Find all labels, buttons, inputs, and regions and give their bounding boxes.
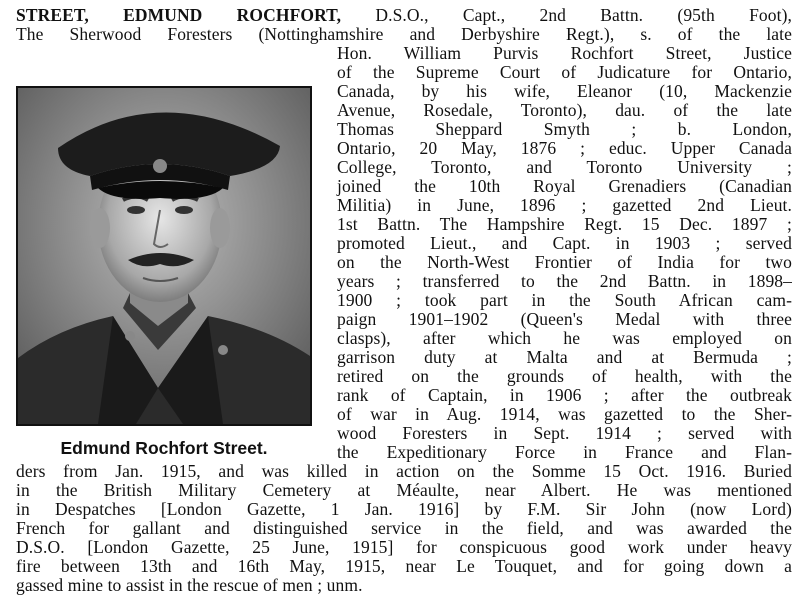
- entry-side-line: [337, 120, 792, 139]
- entry-side-line: garrison duty at Malta and at Bermuda ;: [337, 347, 792, 367]
- entry-side-line: of war in Aug. 1914, was gazetted to the Sher-: [337, 404, 792, 424]
- entry-side-line: on the North-West Frontier of India for two: [337, 252, 792, 272]
- entry-bottom-line: ders from Jan. 1915, and was killed in action on the Somme 15 Oct. 1916. Buried: [16, 461, 792, 481]
- entry-heading-rest: D.S.O., Capt., 2nd Battn. (95th Foot),: [341, 5, 792, 25]
- entry-side-line: Militia) in June, 1896 ; gazetted 2nd Lieut.: [337, 195, 792, 215]
- entry-side-line: wood Foresters in Sept. 1914 ; served with: [337, 423, 792, 443]
- entry-side-line: retired on the grounds of health, with the: [337, 366, 792, 386]
- entry-side-line: years ; transferred to the 2nd Battn. in 1898–: [337, 271, 792, 291]
- portrait-caption: Edmund Rochfort Street.: [60, 438, 268, 458]
- entry-side-line: joined the 10th Royal Grenadiers (Canadian: [337, 176, 792, 196]
- entry-bottom-line: in Despatches [London Gazette, 1 Jan. 1916] by F.M. Sir John (now Lord): [16, 499, 792, 519]
- entry-side-line: College, Toronto, and Toronto University ;: [337, 157, 792, 177]
- entry-side-line: promoted Lieut., and Capt. in 1903 ; served: [337, 233, 792, 253]
- entry-bottom-line: D.S.O. [London Gazette, 25 June, 1915] for conspicuous good work under heavy: [16, 537, 792, 557]
- entry-side-text: Thomas Sheppard Smyth ; b. London,: [337, 119, 792, 139]
- entry-side-line: paign 1901–1902 (Queen's Medal with three: [337, 309, 792, 329]
- entry-bottom-line-last: gassed mine to assist in the rescue of men ; unm.: [16, 575, 363, 595]
- entry-side-line: Ontario, 20 May, 1876 ; educ. Upper Canada: [337, 138, 792, 158]
- entry-side-line: rank of Captain, in 1906 ; after the outbreak: [337, 385, 792, 405]
- entry-bottom-line: fire between 13th and 16th May, 1915, near Le Touquet, and for going down a: [16, 556, 792, 576]
- entry-side-line: of the Supreme Court of Judicature for Ontario,: [337, 62, 792, 82]
- entry-side-line: Avenue, Rosedale, Toronto), dau. of the late: [337, 100, 792, 120]
- entry-bottom-line: French for gallant and distinguished service in the field, and was awarded the: [16, 518, 792, 538]
- entry-side-line: 1900 ; took part in the South African cam-: [337, 290, 792, 310]
- entry-heading-name: STREET, EDMUND ROCHFORT,: [16, 5, 342, 25]
- entry-bottom-line: in the British Military Cemetery at Méaulte, near Albert. He was mentioned: [16, 480, 792, 500]
- entry-side-line: clasps), after which he was employed on: [337, 328, 792, 348]
- entry-side-line: Hon. William Purvis Rochfort Street, Justice: [337, 43, 792, 63]
- entry-line-2: The Sherwood Foresters (Nottinghamshire and Derbyshire Regt.), s. of the late: [16, 24, 792, 44]
- entry-side-line: 1st Battn. The Hampshire Regt. 15 Dec. 1897 ;: [337, 214, 792, 234]
- portrait-photo: [16, 86, 312, 426]
- portrait-image: [18, 88, 310, 424]
- entry-side-line: Canada, by his wife, Eleanor (10, Mackenzie: [337, 81, 792, 101]
- entry-line-1: [16, 6, 792, 25]
- entry-side-line: the Expeditionary Force in France and Flan-: [337, 442, 792, 462]
